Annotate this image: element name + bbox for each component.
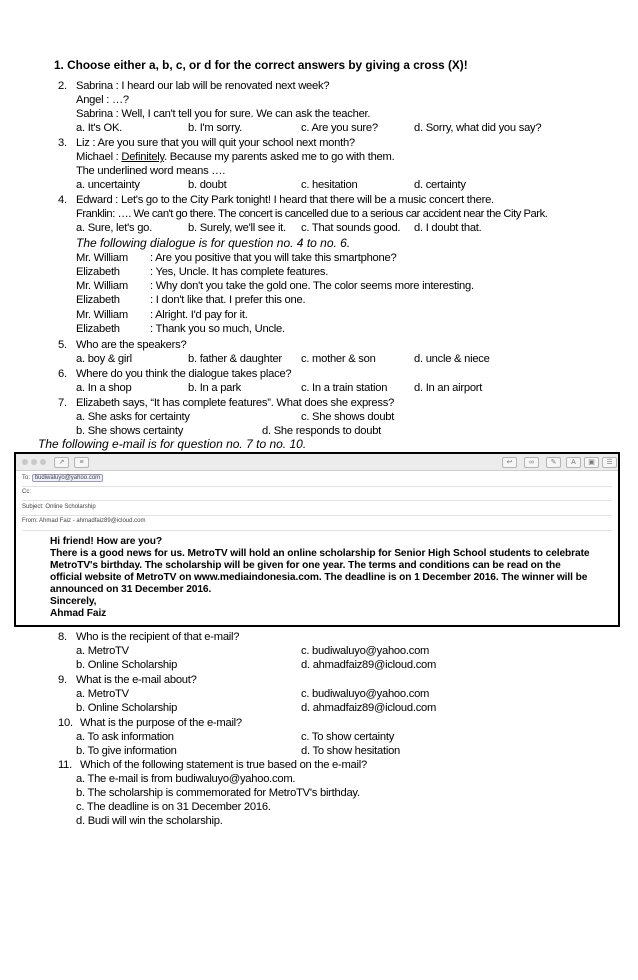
question-number: 11. (58, 759, 72, 771)
option-c[interactable]: c. budiwaluyo@yahoo.com (301, 688, 430, 700)
option-b[interactable]: b. doubt (188, 179, 227, 191)
question-text: Who are the speakers? (76, 339, 187, 351)
option-d[interactable]: d. In an airport (414, 382, 483, 394)
option-a[interactable]: a. Sure, let's go. (76, 222, 152, 234)
list-icon[interactable]: ☰ (602, 457, 617, 468)
question-number: 8. (58, 631, 67, 643)
from-value: Ahmad Faiz - ahmadfaiz89@icloud.com (39, 518, 146, 524)
option-d[interactable]: d. ahmadfaiz89@icloud.com (301, 702, 437, 714)
email-intro: The following e-mail is for question no. 7 to no. 10. (38, 437, 307, 451)
option-d[interactable]: d. certainty (414, 179, 466, 191)
question-text: Which of the following statement is true based on the e-mail? (80, 759, 367, 771)
option-c[interactable]: c. mother & son (301, 353, 376, 365)
question-text: Elizabeth says, “It has complete features”. What does she express? (76, 397, 395, 409)
option-c[interactable]: c. She shows doubt (301, 411, 395, 423)
cc-row[interactable] (22, 489, 31, 495)
question-number: 9. (58, 674, 67, 686)
dialogue-line: : Are you positive that you will take this smartphone? (150, 252, 397, 264)
question-text: What is the e-mail about? (76, 674, 197, 686)
from-row[interactable] (22, 518, 146, 524)
section-heading: 1. Choose either a, b, c, or d for the correct answers by giving a cross (X)! (54, 58, 468, 72)
question-number: 10. (58, 717, 73, 729)
dialogue-line: : Why don't you take the gold one. The color seems more interesting. (150, 280, 474, 292)
window-zoom-icon[interactable] (40, 459, 46, 465)
email-body-line: Ahmad Faiz (50, 608, 107, 619)
email-window (14, 452, 620, 627)
option-b[interactable]: b. To give information (76, 745, 177, 757)
question-number: 5. (58, 339, 67, 351)
email-body-line: MetroTV's birthday. The scholarship will be given for one year. The terms and conditions can be read on the (50, 560, 561, 571)
cc-label: Cc: (22, 489, 31, 495)
option-a[interactable]: a. In a shop (76, 382, 132, 394)
dialogue-line: : Alright. I'd pay for it. (150, 309, 248, 321)
dialogue-speaker: Elizabeth (76, 294, 120, 306)
subject-label: Subject: (22, 504, 44, 510)
question-number: 2. (58, 80, 67, 92)
option-d[interactable]: d. She responds to doubt (262, 425, 382, 437)
email-body-line: There is a good news for us. MetroTV will hold an online scholarship for Senior High School students to celebrate (50, 548, 590, 559)
option-b[interactable]: b. Online Scholarship (76, 659, 178, 671)
underlined-word: Definitely (121, 151, 165, 163)
email-body-line: announced on 31 December 2016. (50, 584, 212, 595)
dialogue-line (76, 150, 394, 164)
attach-icon[interactable]: ≡ (74, 457, 89, 468)
option-c[interactable]: c. budiwaluyo@yahoo.com (301, 645, 430, 657)
dialogue-line: Sabrina : I heard our lab will be renovated next week? (76, 80, 330, 92)
dialogue-line: Sabrina : Well, I can't tell you for sure. We can ask the teacher. (76, 108, 371, 120)
option-a[interactable]: a. She asks for certainty (76, 411, 190, 423)
option-a[interactable]: a. MetroTV (76, 645, 129, 657)
option-c[interactable]: c. The deadline is on 31 December 2016. (76, 801, 271, 813)
speaker-label: Michael : (76, 151, 122, 163)
option-c[interactable]: c. Are you sure? (301, 122, 378, 134)
email-toolbar (16, 454, 618, 471)
dialogue-speaker: Mr. William (76, 252, 128, 264)
divider (22, 515, 612, 516)
option-c[interactable]: c. That sounds good. (301, 222, 401, 234)
question-number: 4. (58, 194, 67, 206)
option-b[interactable]: b. The scholarship is commemorated for MetroTV's birthday. (76, 787, 360, 799)
to-row[interactable] (22, 474, 103, 482)
option-a[interactable]: a. MetroTV (76, 688, 129, 700)
option-d[interactable]: d. uncle & niece (414, 353, 490, 365)
dialogue-speaker: Elizabeth (76, 323, 120, 335)
option-d[interactable]: d. I doubt that. (414, 222, 482, 234)
dialogue-text: . Because my parents asked me to go with them. (164, 151, 395, 163)
option-b[interactable]: b. Online Scholarship (76, 702, 178, 714)
question-text: Where do you think the dialogue takes place? (76, 368, 292, 380)
option-a[interactable]: a. boy & girl (76, 353, 132, 365)
dialogue-speaker: Elizabeth (76, 266, 120, 278)
dialogue-line: : I don't like that. I prefer this one. (150, 294, 306, 306)
option-b[interactable]: b. I'm sorry. (188, 122, 242, 134)
to-label: To: (22, 475, 31, 481)
option-d[interactable]: d. ahmadfaiz89@icloud.com (301, 659, 437, 671)
subject-value: Online Scholarship (45, 504, 96, 510)
option-b[interactable]: b. In a park (188, 382, 241, 394)
from-label: From: (22, 518, 38, 524)
dialogue-intro: The following dialogue is for question no. 4 to no. 6. (76, 236, 351, 250)
option-a[interactable]: a. To ask information (76, 731, 174, 743)
divider (22, 500, 612, 501)
window-minimize-icon[interactable] (31, 459, 37, 465)
option-b[interactable]: b. father & daughter (188, 353, 282, 365)
photo-icon[interactable]: ▣ (584, 457, 599, 468)
option-d[interactable]: d. To show hesitation (301, 745, 401, 757)
option-b[interactable]: b. She shows certainty (76, 425, 184, 437)
option-c[interactable]: c. hesitation (301, 179, 358, 191)
divider (22, 486, 612, 487)
dialogue-line: : Yes, Uncle. It has complete features. (150, 266, 329, 278)
dialogue-speaker: Mr. William (76, 280, 128, 292)
link-icon[interactable]: ∞ (524, 457, 539, 468)
subject-row[interactable] (22, 504, 96, 510)
option-c[interactable]: c. To show certainty (301, 731, 395, 743)
question-number: 3. (58, 137, 67, 149)
option-c[interactable]: c. In a train station (301, 382, 388, 394)
question-text: The underlined word means …. (76, 165, 226, 177)
option-d[interactable]: d. Budi will win the scholarship. (76, 815, 223, 827)
send-icon[interactable]: ↗ (54, 457, 69, 468)
option-a[interactable]: a. The e-mail is from budiwaluyo@yahoo.com. (76, 773, 296, 785)
dialogue-line: Angel : …? (76, 94, 129, 106)
dialogue-line: : Thank you so much, Uncle. (150, 323, 285, 335)
edit-icon[interactable]: ✎ (546, 457, 561, 468)
option-d[interactable]: d. Sorry, what did you say? (414, 122, 542, 134)
email-body-line: Hi friend! How are you? (50, 536, 163, 547)
dialogue-line: Edward : Let's go to the City Park tonight! I heard that there will be a music concert there. (76, 194, 494, 206)
option-b[interactable]: b. Surely, we'll see it. (188, 222, 286, 234)
option-a[interactable]: a. uncertainty (76, 179, 140, 191)
dialogue-line: Franklin: …. We can't go there. The concert is cancelled due to a serious car accident near the City Park. (76, 208, 548, 220)
to-address[interactable]: budiwaluyo@yahoo.com (32, 474, 103, 482)
reply-icon[interactable]: ↩ (502, 457, 517, 468)
divider (22, 530, 612, 531)
email-body-line: official website of MetroTV on www.mediaindonesia.com. The deadline is on 1 December 2016. The winner will be (50, 572, 588, 583)
question-number: 6. (58, 368, 67, 380)
email-body-line: Sincerely, (50, 596, 97, 607)
question-text: Who is the recipient of that e-mail? (76, 631, 240, 643)
dialogue-speaker: Mr. William (76, 309, 128, 321)
window-close-icon[interactable] (22, 459, 28, 465)
question-text: What is the purpose of the e-mail? (80, 717, 242, 729)
question-number: 7. (58, 397, 67, 409)
option-a[interactable]: a. It's OK. (76, 122, 123, 134)
font-icon[interactable]: A (566, 457, 581, 468)
dialogue-line: Liz : Are you sure that you will quit your school next month? (76, 137, 355, 149)
